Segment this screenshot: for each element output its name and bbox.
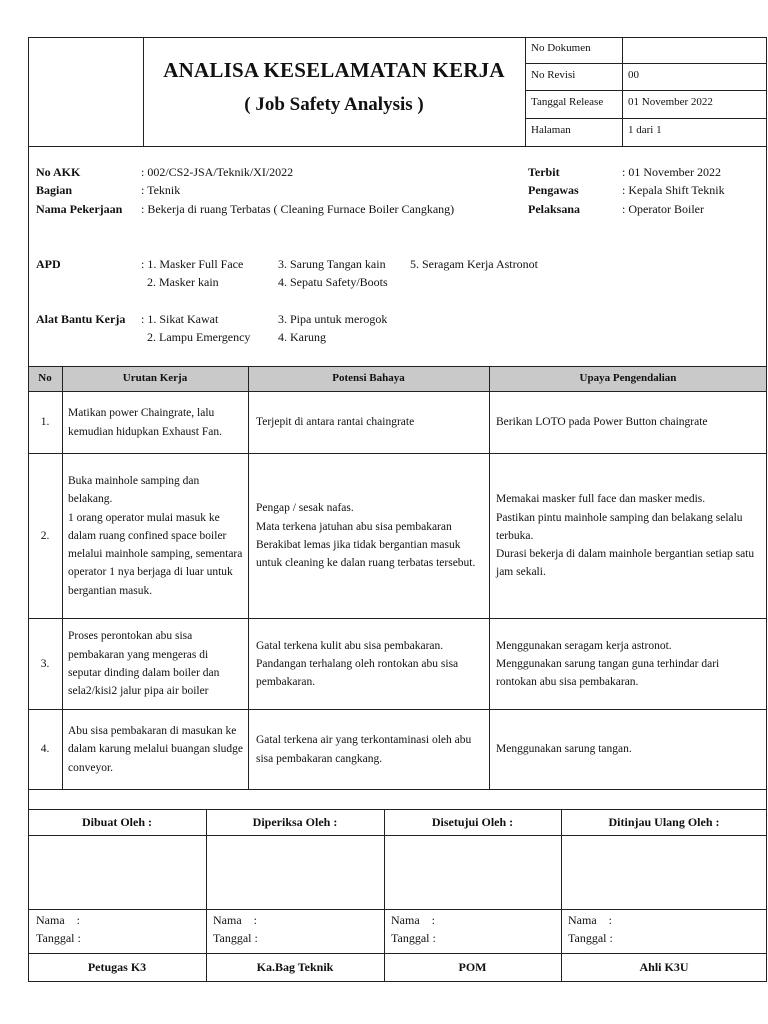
header-divider-meta-value bbox=[622, 37, 623, 146]
signature-role-petugas-k3: Petugas K3 bbox=[87, 960, 147, 974]
label-terbit: Terbit bbox=[528, 165, 560, 179]
document-subtitle: ( Job Safety Analysis ) bbox=[244, 94, 424, 115]
table-row-upaya bbox=[496, 710, 760, 789]
col-line bbox=[248, 366, 249, 790]
signature-nama: Nama : bbox=[36, 913, 80, 927]
table-row-bahaya bbox=[256, 710, 484, 789]
row-line bbox=[28, 789, 767, 790]
signature-header-disetujui: Disetujui Oleh : bbox=[431, 815, 514, 829]
signature-top-line bbox=[28, 809, 767, 810]
apd-item: 4. Sepatu Safety/Boots bbox=[278, 275, 388, 289]
value-nama-pekerjaan: : Bekerja di ruang Terbatas ( Cleaning Furnace Boiler Cangkang) bbox=[141, 202, 455, 216]
alat-item: 4. Karung bbox=[278, 330, 326, 344]
table-row-upaya bbox=[496, 392, 760, 453]
column-header-potensi-bahaya: Potensi Bahaya bbox=[332, 372, 405, 384]
cell-text: Menggunakan seragam kerja astronot. Menggunakan sarung tangan guna terhindar dari rontokan abu sisa pembakaran. bbox=[496, 639, 720, 689]
cell-text: Buka mainhole samping dan belakang. 1 orang operator mulai masuk ke dalam ruang confined space boiler melalui mainhole samping, sementara operator 1 nya berjaga di luar untuk bergantian masuk. bbox=[68, 474, 243, 597]
signature-header-line bbox=[28, 835, 767, 836]
meta-value-no-revisi: 00 bbox=[628, 69, 639, 81]
table-row-bahaya bbox=[256, 392, 484, 453]
meta-line bbox=[525, 63, 767, 64]
header-divider-logo bbox=[143, 37, 144, 146]
cell-text: 4. bbox=[40, 743, 50, 756]
signature-tanggal: Tanggal : bbox=[36, 931, 81, 945]
signature-space-line bbox=[28, 909, 767, 910]
table-row-urutan bbox=[68, 454, 243, 618]
meta-line bbox=[525, 90, 767, 91]
label-apd: APD bbox=[36, 257, 61, 271]
signature-header-dibuat: Dibuat Oleh : bbox=[81, 815, 152, 829]
cell-text: Abu sisa pembakaran di masukan ke dalam karung melalui buangan sludge conveyor. bbox=[68, 725, 244, 774]
signature-tanggal: Tanggal : bbox=[213, 931, 258, 945]
label-nama-pekerjaan: Nama Pekerjaan bbox=[36, 202, 123, 216]
signature-role-kabag-teknik: Ka.Bag Teknik bbox=[256, 960, 334, 974]
signature-tanggal: Tanggal : bbox=[391, 931, 436, 945]
apd-item: 5. Seragam Kerja Astronot bbox=[410, 257, 538, 271]
document-title: ANALISA KESELAMATAN KERJA bbox=[163, 58, 505, 82]
table-row-no bbox=[28, 619, 62, 709]
apd-item: 2. Masker kain bbox=[147, 275, 219, 289]
meta-label-no-revisi: No Revisi bbox=[531, 69, 576, 81]
signature-nama: Nama : bbox=[391, 913, 435, 927]
signature-col-line bbox=[206, 809, 207, 982]
cell-text: Terjepit di antara rantai chaingrate bbox=[256, 416, 415, 429]
header-divider-meta bbox=[525, 37, 526, 146]
col-line bbox=[489, 366, 490, 790]
signature-header-diperiksa: Diperiksa Oleh : bbox=[252, 815, 338, 829]
apd-item: 3. Sarung Tangan kain bbox=[278, 257, 386, 271]
label-bagian: Bagian bbox=[36, 183, 73, 197]
table-row-bahaya bbox=[256, 619, 484, 709]
signature-col-line bbox=[561, 809, 562, 982]
label-no-akk: No AKK bbox=[36, 165, 81, 179]
cell-text: 2. bbox=[40, 529, 50, 542]
cell-text: 1. bbox=[40, 416, 50, 429]
table-row-urutan bbox=[68, 619, 243, 709]
alat-item: 2. Lampu Emergency bbox=[147, 330, 251, 344]
label-pelaksana: Pelaksana bbox=[528, 202, 581, 216]
value-terbit: : 01 November 2022 bbox=[622, 165, 721, 179]
cell-text: Proses perontokan abu sisa pembakaran yang mengeras di seputar dinding dalam boiler dan sela2/kisi2 jalur pipa air boiler bbox=[68, 630, 220, 698]
signature-nama: Nama : bbox=[213, 913, 257, 927]
table-row-no bbox=[28, 392, 62, 453]
signature-tanggal: Tanggal : bbox=[568, 931, 613, 945]
cell-text: Gatal terkena air yang terkontaminasi oleh abu sisa pembakaran cangkang. bbox=[256, 734, 472, 765]
table-row-no bbox=[28, 454, 62, 618]
table-row-no bbox=[28, 710, 62, 789]
value-pelaksana: : Operator Boiler bbox=[622, 202, 704, 216]
alat-item: : 1. Sikat Kawat bbox=[141, 312, 219, 326]
cell-text: 3. bbox=[40, 657, 50, 670]
signature-nama: Nama : bbox=[568, 913, 612, 927]
value-no-akk: : 002/CS2-JSA/Teknik/XI/2022 bbox=[141, 165, 294, 179]
column-header-no: No bbox=[38, 372, 52, 384]
header-bottom-line bbox=[28, 146, 767, 147]
table-row-urutan bbox=[68, 392, 243, 453]
table-row-upaya bbox=[496, 619, 760, 709]
meta-value-tanggal-release: 01 November 2022 bbox=[628, 96, 713, 108]
meta-value-halaman: 1 dari 1 bbox=[628, 124, 662, 136]
signature-header-ditinjau: Ditinjau Ulang Oleh : bbox=[608, 815, 720, 829]
label-alat-bantu-kerja: Alat Bantu Kerja bbox=[36, 312, 126, 326]
signature-role-line bbox=[28, 953, 767, 954]
cell-text: Pengap / sesak nafas. Mata terkena jatuhan abu sisa pembakaran Berakibat lemas jika tidak bergantian masuk untuk cleaning ke dalan ruang terbatas tersebut. bbox=[256, 502, 476, 570]
table-row-upaya bbox=[496, 454, 760, 618]
cell-text: Berikan LOTO pada Power Button chaingrate bbox=[496, 416, 708, 429]
table-row-bahaya bbox=[256, 454, 484, 618]
signature-col-line bbox=[384, 809, 385, 982]
column-header-urutan-kerja: Urutan Kerja bbox=[122, 372, 188, 384]
signature-role-pom: POM bbox=[458, 960, 487, 974]
table-top-line bbox=[28, 366, 767, 367]
cell-text: Menggunakan sarung tangan. bbox=[496, 743, 632, 756]
meta-line bbox=[525, 118, 767, 119]
cell-text: Matikan power Chaingrate, lalu kemudian hidupkan Exhaust Fan. bbox=[68, 407, 222, 438]
value-bagian: : Teknik bbox=[141, 183, 181, 197]
cell-text: Memakai masker full face dan masker medis. Pastikan pintu mainhole samping dan belakang selalu terbuka. Durasi bekerja di dalam mainhole bergantian setiap satu jam sekali. bbox=[496, 493, 755, 579]
col-line bbox=[62, 366, 63, 790]
meta-label-halaman: Halaman bbox=[531, 124, 571, 136]
signature-role-ahli-k3u: Ahli K3U bbox=[639, 960, 689, 974]
column-header-upaya-pengendalian: Upaya Pengendalian bbox=[579, 372, 677, 384]
alat-item: 3. Pipa untuk merogok bbox=[278, 312, 388, 326]
meta-label-no-dokumen: No Dokumen bbox=[531, 42, 591, 54]
label-pengawas: Pengawas bbox=[528, 183, 579, 197]
apd-item: : 1. Masker Full Face bbox=[141, 257, 244, 271]
table-row-urutan bbox=[68, 710, 243, 789]
meta-label-tanggal-release: Tanggal Release bbox=[531, 96, 604, 108]
cell-text: Gatal terkena kulit abu sisa pembakaran. Pandangan terhalang oleh rontokan abu sisa pembakaran. bbox=[256, 639, 459, 689]
value-pengawas: : Kepala Shift Teknik bbox=[622, 183, 725, 197]
